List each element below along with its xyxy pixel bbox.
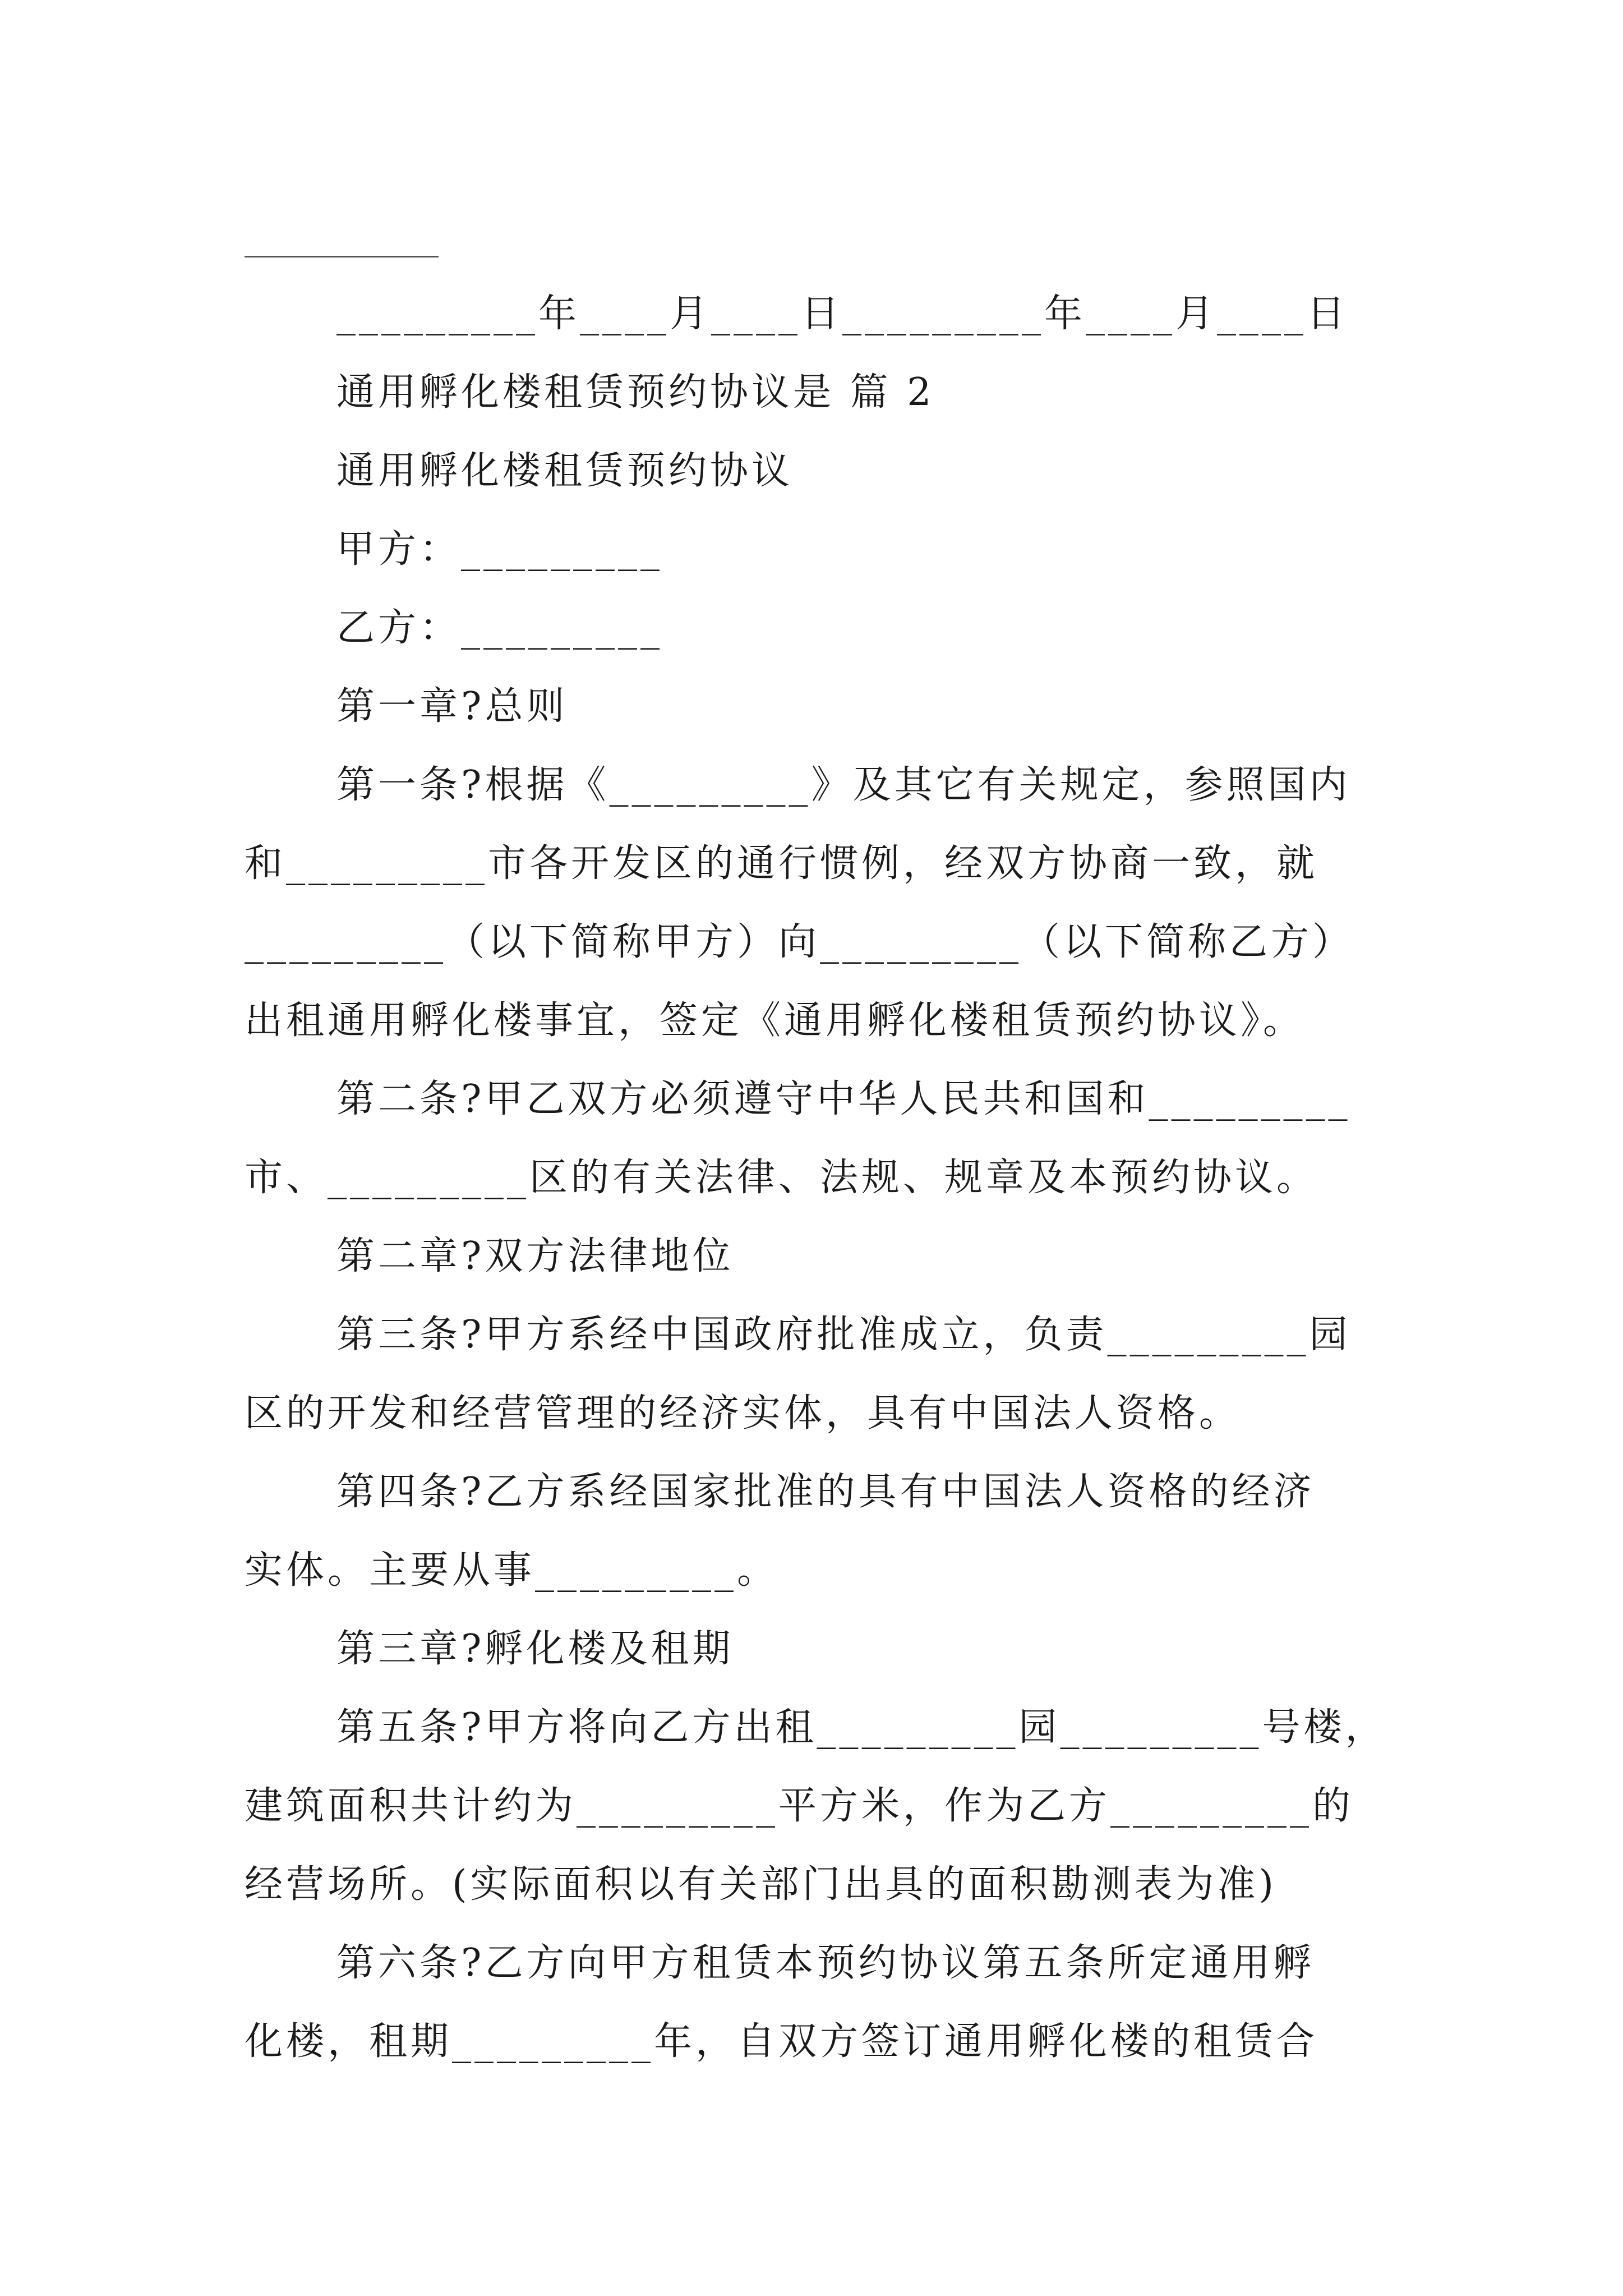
top-blank-line	[245, 256, 439, 257]
date-line: _________年____月____日_________年____月____日	[336, 292, 1349, 336]
paragraph-line: _________（以下简称甲方）向_________（以下简称乙方）	[245, 920, 1354, 964]
paragraph-line: 市、_________区的有关法律、法规、规章及本预约协议。	[245, 1156, 1318, 1200]
paragraph-line: 第三条?甲方系经中国政府批准成立，负责_________园	[336, 1313, 1351, 1357]
paragraph-line: 建筑面积共计约为_________平方米，作为乙方_________的	[245, 1784, 1354, 1828]
paragraph-line: 第二条?甲乙双方必须遵守中华人民共和国和_________	[336, 1077, 1351, 1121]
paragraph-line: 和_________市各开发区的通行惯例，经双方协商一致，就	[245, 841, 1318, 886]
paragraph-line: 第五条?甲方将向乙方出租_________园_________号楼，	[336, 1705, 1387, 1750]
chapter-heading: 第二章?双方法律地位	[336, 1234, 734, 1278]
paragraph-line: 第一条?根据《_________》及其它有关规定，参照国内	[336, 763, 1351, 807]
agreement-title: 通用孵化楼租赁预约协议	[336, 449, 794, 493]
paragraph-line: 第四条?乙方系经国家批准的具有中国法人资格的经济	[336, 1470, 1315, 1514]
paragraph-line: 出租通用孵化楼事宜，签定《通用孵化楼租赁预约协议》。	[245, 999, 1305, 1043]
paragraph-line: 区的开发和经营管理的经济实体，具有中国法人资格。	[245, 1391, 1241, 1435]
section-heading: 通用孵化楼租赁预约协议是 篇 2	[336, 370, 935, 415]
chapter-heading: 第三章?孵化楼及租期	[336, 1627, 734, 1671]
party-a-line: 甲方：_________	[336, 527, 663, 572]
paragraph-line: 经营场所。(实际面积以有关部门出具的面积勘测表为准)	[245, 1862, 1278, 1907]
paragraph-line: 第六条?乙方向甲方租赁本预约协议第五条所定通用孵	[336, 1941, 1315, 1985]
paragraph-line: 实体。主要从事_________。	[245, 1548, 779, 1593]
paragraph-line: 化楼，租期_________年，自双方签订通用孵化楼的租赁合	[245, 2019, 1318, 2064]
party-b-line: 乙方：_________	[336, 606, 663, 650]
chapter-heading: 第一章?总则	[336, 684, 568, 729]
